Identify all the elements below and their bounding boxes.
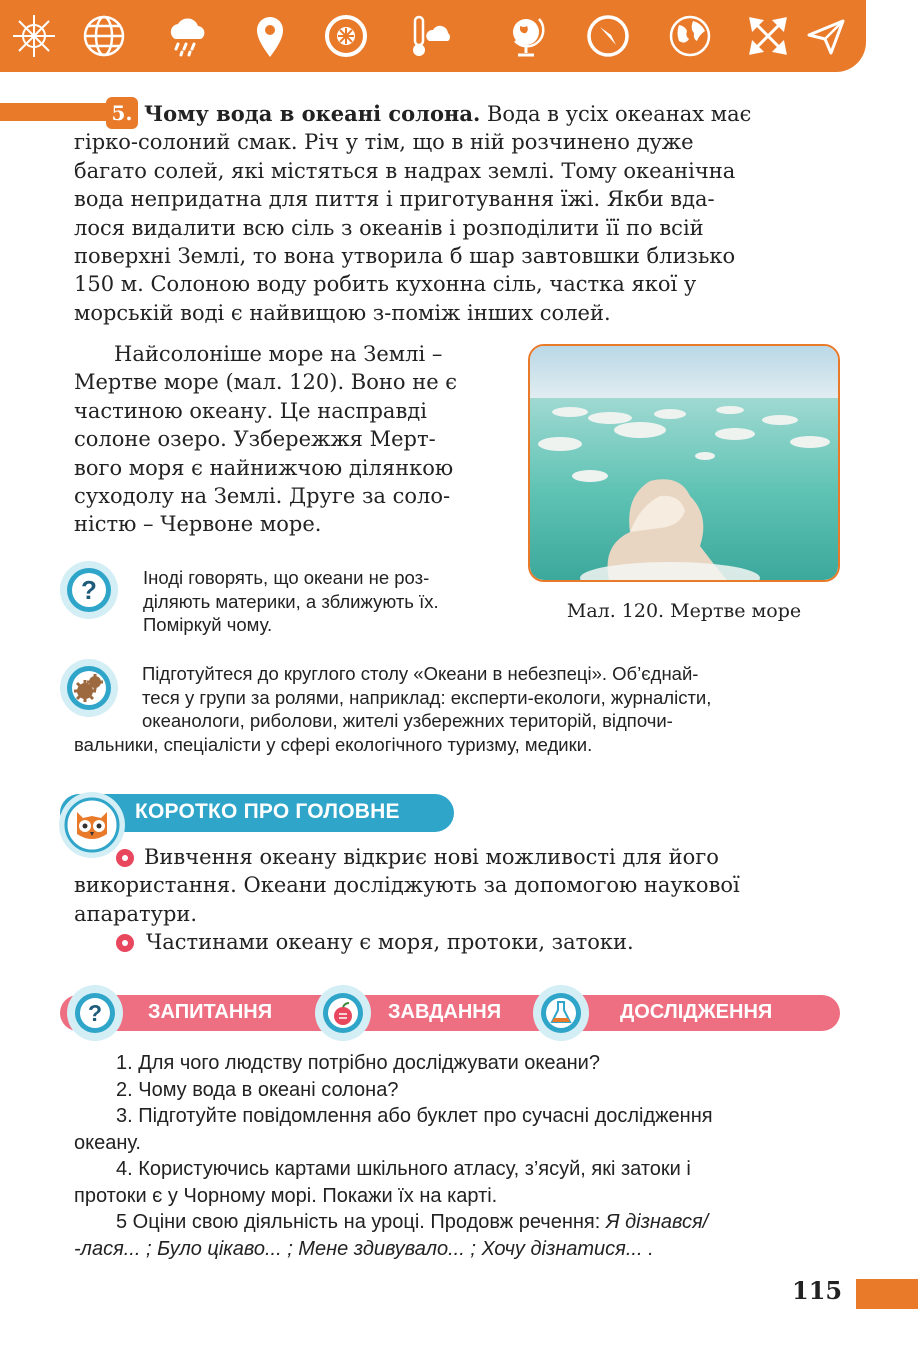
summary-item-1 bbox=[74, 843, 840, 928]
section5-line: Чому вода в океані солона. Вода в усіх океанах має bbox=[144, 101, 752, 126]
page-number-bar bbox=[856, 1279, 918, 1309]
desk-globe-icon bbox=[500, 10, 552, 62]
section5-line: гірко-солоний смак. Річ у тім, що в ній розчинено дуже bbox=[74, 130, 694, 155]
dead-sea-line: Найсолоніше море на Землі – bbox=[114, 342, 443, 366]
summary-item-2: Частинами океану є моря, протоки, затоки. bbox=[146, 930, 634, 954]
directions-arrows-icon bbox=[742, 10, 794, 62]
task-line: теся у групи за ролями, наприклад: експерти-екологи, журналісти, bbox=[142, 686, 712, 708]
summary-line: апаратури. bbox=[74, 901, 198, 926]
summary-title: КОРОТКО ПРО ГОЛОВНЕ bbox=[135, 800, 400, 823]
question-box-text bbox=[143, 566, 511, 637]
map-pin-icon bbox=[244, 10, 296, 62]
globe-grid-icon bbox=[78, 10, 130, 62]
question-item-cont: океану. bbox=[74, 1131, 141, 1154]
qbar-label-questions: ЗАПИТАННЯ bbox=[148, 1001, 273, 1023]
question-mark-icon bbox=[66, 984, 124, 1042]
question-line: Іноді говорять, що океани не роз- bbox=[143, 567, 430, 588]
section5-text bbox=[74, 100, 840, 327]
question-item: 3. Підготуйте повідомлення або буклет про сучасні дослідження bbox=[116, 1105, 713, 1127]
dead-sea-line: суходолу на Землі. Друге за соло- bbox=[74, 484, 451, 509]
qbar-label-tasks: ЗАВДАННЯ bbox=[388, 1001, 502, 1023]
task-line: Підготуйтеся до круглого столу «Океани в небезпеці». Об’єднай- bbox=[142, 663, 699, 684]
rain-cloud-icon bbox=[162, 10, 214, 62]
world-globe-icon bbox=[664, 10, 716, 62]
compass-circle-icon bbox=[320, 10, 372, 62]
question-item-cont: протоки є у Чорному морі. Покажи їх на карті. bbox=[74, 1184, 498, 1207]
question-line: діляють материки, а зближують їх. bbox=[143, 590, 439, 612]
question-item: 1. Для чого людству потрібно досліджувати океани? bbox=[116, 1052, 600, 1074]
section5-line: поверхні Землі, то вона утворила б шар завтовшки близько bbox=[74, 244, 736, 269]
section5-line: вода непридатна для пиття і приготування їжі. Якби вда- bbox=[74, 187, 715, 212]
section5-line: морській воді є найвищою з-поміж інших солей. bbox=[74, 300, 611, 325]
summary-line: Вивчення океану відкриє нові можливості для його bbox=[144, 845, 719, 869]
section5-line: лося видалити всю сіль з океанів і розподілити її по всій bbox=[74, 215, 704, 240]
paper-plane-icon bbox=[800, 10, 852, 62]
dead-sea-line: частиною океану. Це насправді bbox=[74, 398, 427, 423]
question-item-cont: -лася... ; Було цікаво... ; Мене здивувало... ; Хочу дізнатися... . bbox=[74, 1237, 654, 1260]
svg-text:?: ? bbox=[87, 1000, 103, 1026]
flask-icon bbox=[532, 984, 590, 1042]
dead-sea-line: ністю – Червоне море. bbox=[74, 512, 322, 537]
dead-sea-line: солоне озеро. Узбережжя Мерт- bbox=[74, 427, 436, 452]
task-box-text bbox=[74, 662, 840, 756]
dead-sea-line: вого моря є найнижчою ділянкою bbox=[74, 455, 454, 480]
apple-icon bbox=[314, 984, 372, 1042]
task-line: вальники, спеціалісти у сфері екологічного туризму, медики. bbox=[74, 733, 593, 755]
qbar-label-research: ДОСЛІДЖЕННЯ bbox=[620, 1001, 773, 1023]
photo-caption: Мал. 120. Мертве море bbox=[566, 600, 802, 622]
summary-line: використання. Океани досліджують за допомогою наукової bbox=[74, 873, 740, 898]
section5-line: багато солей, які містяться в надрах землі. Тому океанічна bbox=[74, 158, 736, 183]
compass-rose-icon bbox=[8, 10, 60, 62]
page-number: 115 bbox=[792, 1276, 843, 1305]
compass-needle-icon bbox=[582, 10, 634, 62]
section-number: 5. bbox=[106, 97, 138, 129]
section5-heading: Чому вода в океані солона. bbox=[144, 101, 481, 126]
dead-sea-line: Мертве море (мал. 120). Воно не є bbox=[74, 370, 458, 395]
dead-sea-text bbox=[74, 340, 506, 539]
task-line: океанологи, риболови, жителі узбережних територій, відпочи- bbox=[142, 710, 673, 731]
thermometer-cloud-icon bbox=[404, 10, 456, 62]
svg-text:?: ? bbox=[81, 575, 97, 605]
question-line: Поміркуй чому. bbox=[143, 614, 273, 635]
question-mark-icon bbox=[58, 559, 120, 621]
question-item: 4. Користуючись картами шкільного атласу, з’ясуй, які затоки і bbox=[116, 1158, 691, 1180]
dead-sea-photo bbox=[528, 344, 840, 582]
question-item: 2. Чому вода в океані солона? bbox=[116, 1078, 399, 1101]
question-item: 5 Оціни свою діяльність на уроці. Продовж речення: Я дізнався/ bbox=[116, 1211, 709, 1233]
questions-list bbox=[74, 1050, 840, 1262]
section5-line: 150 м. Солоною воду робить кухонна сіль, частка якої у bbox=[74, 272, 697, 297]
bullet-icon bbox=[116, 934, 134, 952]
